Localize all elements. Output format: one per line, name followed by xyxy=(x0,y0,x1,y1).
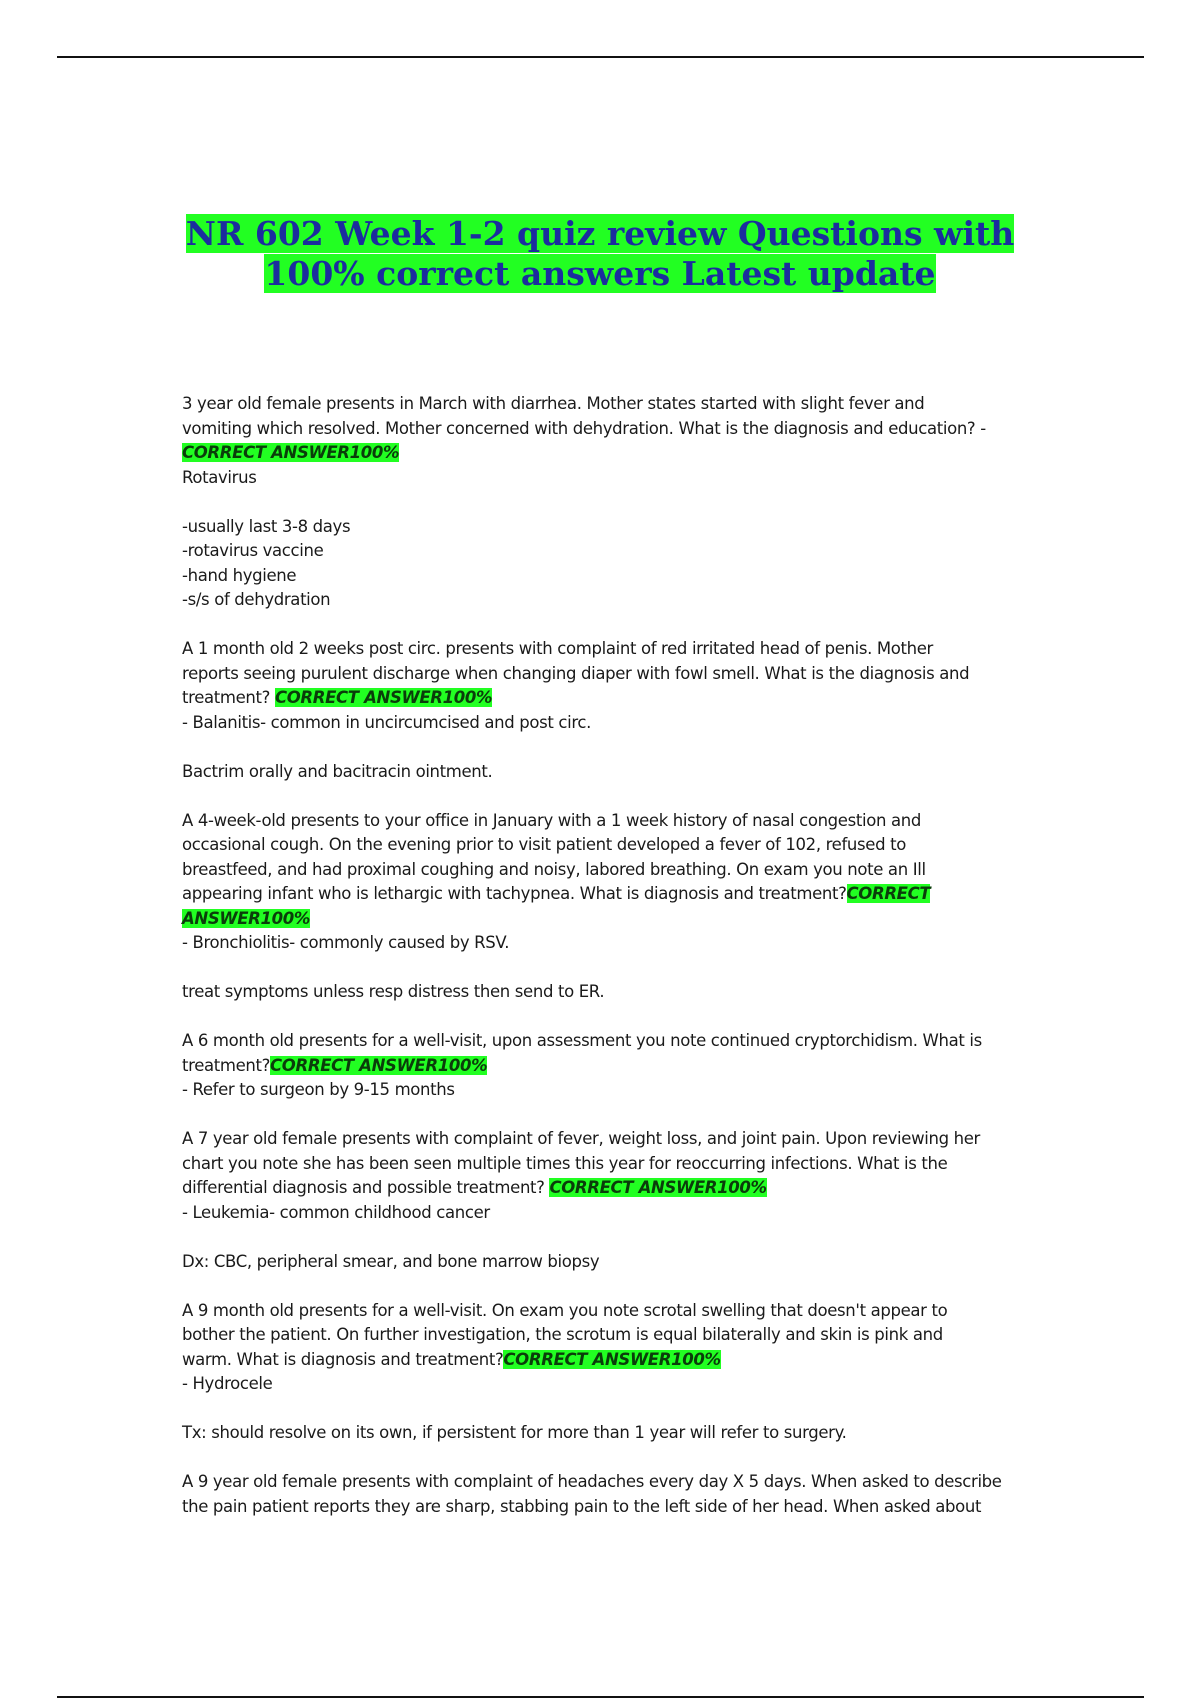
note-text: Dx: CBC, peripheral smear, and bone marrow biopsy xyxy=(182,1251,600,1271)
note-text: Tx: should resolve on its own, if persistent for more than 1 year will refer to surgery. xyxy=(182,1423,847,1442)
question-text: 3 year old female presents in March with diarrhea. Mother states started with slight fever and xyxy=(182,394,925,413)
answer-text: - Bronchiolitis- commonly caused by RSV. xyxy=(182,933,510,952)
question-text: reports seeing purulent discharge when changing diaper with fowl smell. What is the diagnosis and xyxy=(182,663,970,683)
question-block xyxy=(182,1470,1027,1519)
answer-text: - Refer to surgeon by 9-15 months xyxy=(182,1080,455,1099)
correct-answer-tag: CORRECT xyxy=(846,884,931,903)
question-text: A 4-week-old presents to your office in January with a 1 week history of nasal congestion and xyxy=(182,810,921,830)
question-block xyxy=(182,392,1027,613)
title-line-1: NR 602 Week 1-2 quiz review Questions with xyxy=(185,214,1015,253)
note-text: treat symptoms unless resp distress then send to ER. xyxy=(182,982,605,1001)
note-text: -s/s of dehydration xyxy=(182,590,331,609)
question-text: differential diagnosis and possible treatment? xyxy=(182,1178,550,1197)
answer-text: Rotavirus xyxy=(182,467,257,487)
top-rule xyxy=(57,56,1144,58)
correct-answer-tag: CORRECT ANSWER100% xyxy=(270,1055,488,1075)
question-block xyxy=(182,1127,1027,1274)
question-block xyxy=(182,1299,1027,1446)
question-block xyxy=(182,1029,1027,1103)
document-title xyxy=(140,214,1060,294)
correct-answer-tag: CORRECT ANSWER100% xyxy=(182,443,400,462)
title-line-2: 100% correct answers Latest update xyxy=(264,254,936,293)
correct-answer-tag: CORRECT ANSWER100% xyxy=(549,1178,767,1197)
note-text: -usually last 3-8 days xyxy=(182,516,351,536)
correct-answer-tag: CORRECT ANSWER100% xyxy=(274,688,493,707)
question-text: A 1 month old 2 weeks post circ. presents with complaint of red irritated head of penis. Mother xyxy=(182,639,933,658)
question-text: A 9 year old female presents with complaint of headaches every day X 5 days. When asked to describe xyxy=(182,1472,1002,1491)
question-text: warm. What is diagnosis and treatment? xyxy=(182,1349,504,1369)
note-text: -rotavirus vaccine xyxy=(182,541,324,560)
question-text: appearing infant who is lethargic with tachypnea. What is diagnosis and treatment? xyxy=(182,884,847,903)
answer-text: - Balanitis- common in uncircumcised and post circ. xyxy=(182,712,592,732)
question-text: bother the patient. On further investigation, the scrotum is equal bilaterally and skin is pink and xyxy=(182,1325,943,1344)
question-text: occasional cough. On the evening prior to visit patient developed a fever of 102, refused to xyxy=(182,835,906,854)
question-text: treatment? xyxy=(182,688,275,707)
question-text: treatment? xyxy=(182,1055,271,1075)
note-text: -hand hygiene xyxy=(182,565,297,585)
answer-text: - Hydrocele xyxy=(182,1374,273,1393)
correct-answer-tag: CORRECT ANSWER100% xyxy=(503,1349,721,1369)
question-text: chart you note she has been seen multiple times this year for reoccurring infections. What is the xyxy=(182,1153,948,1173)
question-text: A 9 month old presents for a well-visit. On exam you note scrotal swelling that doesn't appear to xyxy=(182,1300,948,1320)
document-body xyxy=(182,392,1027,1519)
question-text: vomiting which resolved. Mother concerned with dehydration. What is the diagnosis and education? - xyxy=(182,418,986,438)
question-block xyxy=(182,809,1027,1005)
note-text: Bactrim orally and bacitracin ointment. xyxy=(182,761,493,781)
question-text: A 6 month old presents for a well-visit, upon assessment you note continued cryptorchidism. What is xyxy=(182,1031,982,1050)
question-text: A 7 year old female presents with complaint of fever, weight loss, and joint pain. Upon reviewing her xyxy=(182,1129,980,1148)
question-text: breastfeed, and had proximal coughing and noisy, labored breathing. On exam you note an Ill xyxy=(182,859,926,879)
question-text: the pain patient reports they are sharp, stabbing pain to the left side of her head. When asked about xyxy=(182,1496,982,1516)
question-block xyxy=(182,637,1027,784)
answer-text: - Leukemia- common childhood cancer xyxy=(182,1202,490,1222)
bottom-rule xyxy=(57,1696,1144,1698)
correct-answer-tag: ANSWER100% xyxy=(182,908,311,928)
